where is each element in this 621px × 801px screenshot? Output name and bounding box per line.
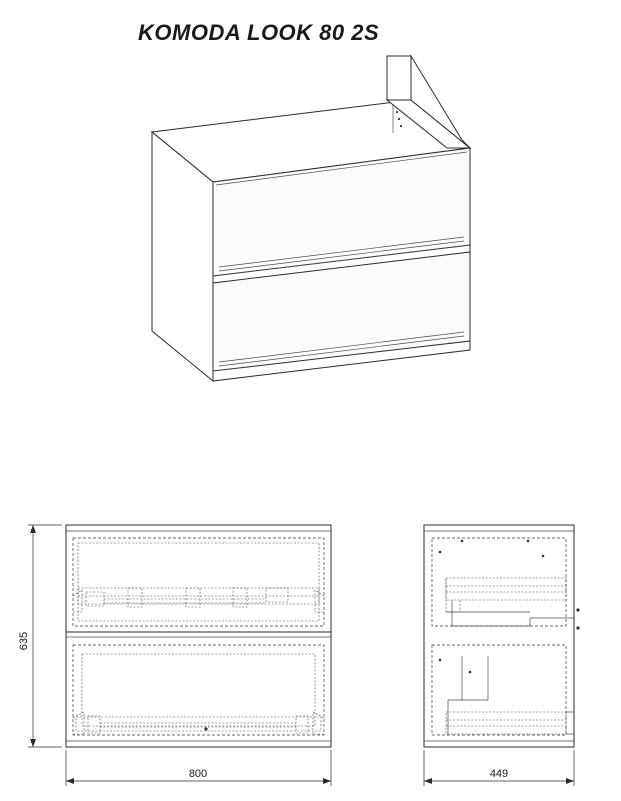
side-view [424,525,580,786]
dimension-width: 800 [188,768,208,780]
dimension-depth: 449 [489,768,509,780]
dimension-height: 635 [18,631,30,651]
front-view [18,525,331,786]
perspective-view [152,56,470,381]
page-title: KOMODA LOOK 80 2S [138,20,380,45]
